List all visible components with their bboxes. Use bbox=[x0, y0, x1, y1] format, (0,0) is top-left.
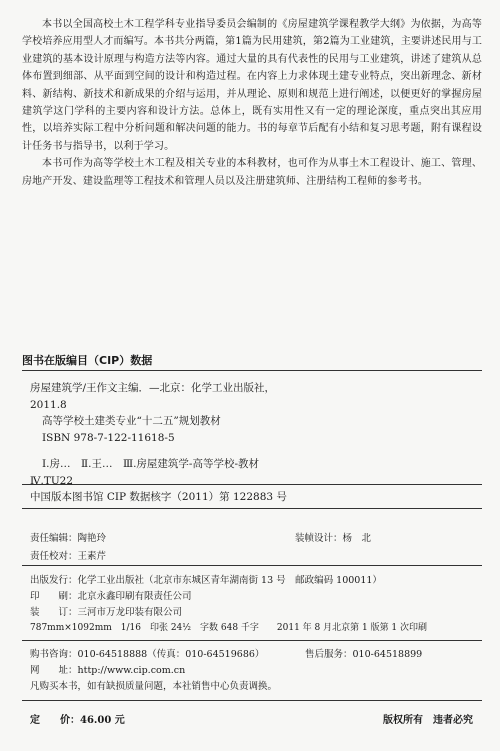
cip-data-number: 中国版本图书馆 CIP 数据核字（2011）第 122883 号 bbox=[30, 491, 287, 503]
designer-row bbox=[295, 530, 371, 544]
cip-line-date: 2011.8 bbox=[30, 398, 67, 411]
printer-row bbox=[30, 588, 192, 602]
copyright-notice: 版权所有 违者必究 bbox=[383, 715, 473, 726]
description-paragraph-1: 本书以全国高校土木工程学科专业指导委员会编制的《房屋建筑学课程教学大纲》为依据，为高等学校培养应用型人才而编写。本书共分两篇，第1篇为民用建筑，第2篇为工业建筑，主要讲述民用与工业建筑的基本设计原理与构造方法等内容。通过大量的具有代表性的民用与工业建筑，讲述了建筑从总体布置到细部、从平面到空间的设计和构造过程。在内容上力求体现土建专业特点，突出新理念、新材料、新结构、新技术和新成果的介绍与运用，并从理论、原则和规范上进行阐述，以便更好的掌握房屋建筑学这门学科的主要内容和设计方法。总体上，既有实用性又有一定的理论深度，重点突出其应用性，以培养实际工程中分析问题和解决问题的能力。书的每章节后配有小结和复习思考题，附有课程设计任务书与指导书，以利于学习。 bbox=[22, 19, 482, 152]
cip-line-subjects: Ⅰ.房… Ⅱ.王… Ⅲ.房屋建筑学-高等学校-教材 bbox=[42, 458, 260, 470]
cip-line-title: 房屋建筑学/王作文主编．—北京：化学工业出版社， bbox=[30, 382, 276, 394]
divider bbox=[22, 370, 482, 371]
designer-label: 装帧设计： bbox=[295, 533, 343, 544]
cip-line-classification: Ⅳ.TU22 bbox=[30, 474, 74, 487]
buy-row bbox=[30, 646, 264, 660]
service-row bbox=[305, 646, 422, 660]
divider bbox=[22, 508, 482, 509]
divider bbox=[22, 640, 482, 641]
divider bbox=[22, 565, 482, 566]
website-row bbox=[30, 662, 185, 676]
buy-label: 购书咨询： bbox=[30, 649, 78, 660]
binder-value: 三河市万龙印装有限公司 bbox=[77, 607, 183, 618]
publisher-row bbox=[30, 572, 382, 586]
editor-name: 陶艳玲 bbox=[77, 533, 107, 544]
service-value: 010-64518899 bbox=[352, 649, 423, 660]
cip-heading: 图书在版编目（CIP）数据 bbox=[22, 354, 153, 367]
description-paragraph-2: 本书可作为高等学校土木工程及相关专业的本科教材，也可作为从事土木工程设计、施工、管理、房地产开发、建设监理等工程技术和管理人员以及注册建筑师、注册结构工程师的参考书。 bbox=[22, 158, 482, 187]
cip-block bbox=[30, 380, 480, 489]
proofreader-name: 王素芹 bbox=[77, 551, 107, 562]
price: 定 价：46.00 元 bbox=[30, 715, 125, 726]
editor-row bbox=[30, 530, 106, 544]
proofreader-row bbox=[30, 548, 106, 562]
buy-value: 010-64518888（传真：010-64519686） bbox=[77, 649, 265, 660]
designer-name: 杨 北 bbox=[342, 533, 372, 544]
book-description bbox=[22, 16, 482, 190]
cip-line-series: 高等学校土建类专业“十二五”规划教材 bbox=[42, 415, 221, 427]
divider bbox=[22, 700, 482, 701]
printer-label: 印 刷： bbox=[30, 591, 78, 602]
website-value: http://www.cip.com.cn bbox=[77, 665, 186, 676]
service-label: 售后服务： bbox=[305, 649, 353, 660]
printer-value: 北京永鑫印刷有限责任公司 bbox=[77, 591, 192, 602]
publisher-label: 出版发行： bbox=[30, 575, 78, 586]
cip-line-isbn: ISBN 978-7-122-11618-5 bbox=[42, 431, 175, 444]
publisher-value: 化学工业出版社（北京市东城区青年湖南街 13 号 邮政编码 100011） bbox=[77, 575, 382, 586]
website-label: 网 址： bbox=[30, 665, 78, 676]
divider bbox=[22, 484, 482, 485]
proofreader-label: 责任校对： bbox=[30, 551, 78, 562]
editor-label: 责任编辑： bbox=[30, 533, 78, 544]
spec-row: 787mm×1092mm 1/16 印张 24½ 字数 648 千字 2011 年 8 月北京第 1 版第 1 次印刷 bbox=[30, 623, 428, 633]
binder-row bbox=[30, 604, 182, 618]
return-notice: 凡购买本书，如有缺损质量问题，本社销售中心负责调换。 bbox=[30, 681, 278, 692]
binder-label: 装 订： bbox=[30, 607, 78, 618]
